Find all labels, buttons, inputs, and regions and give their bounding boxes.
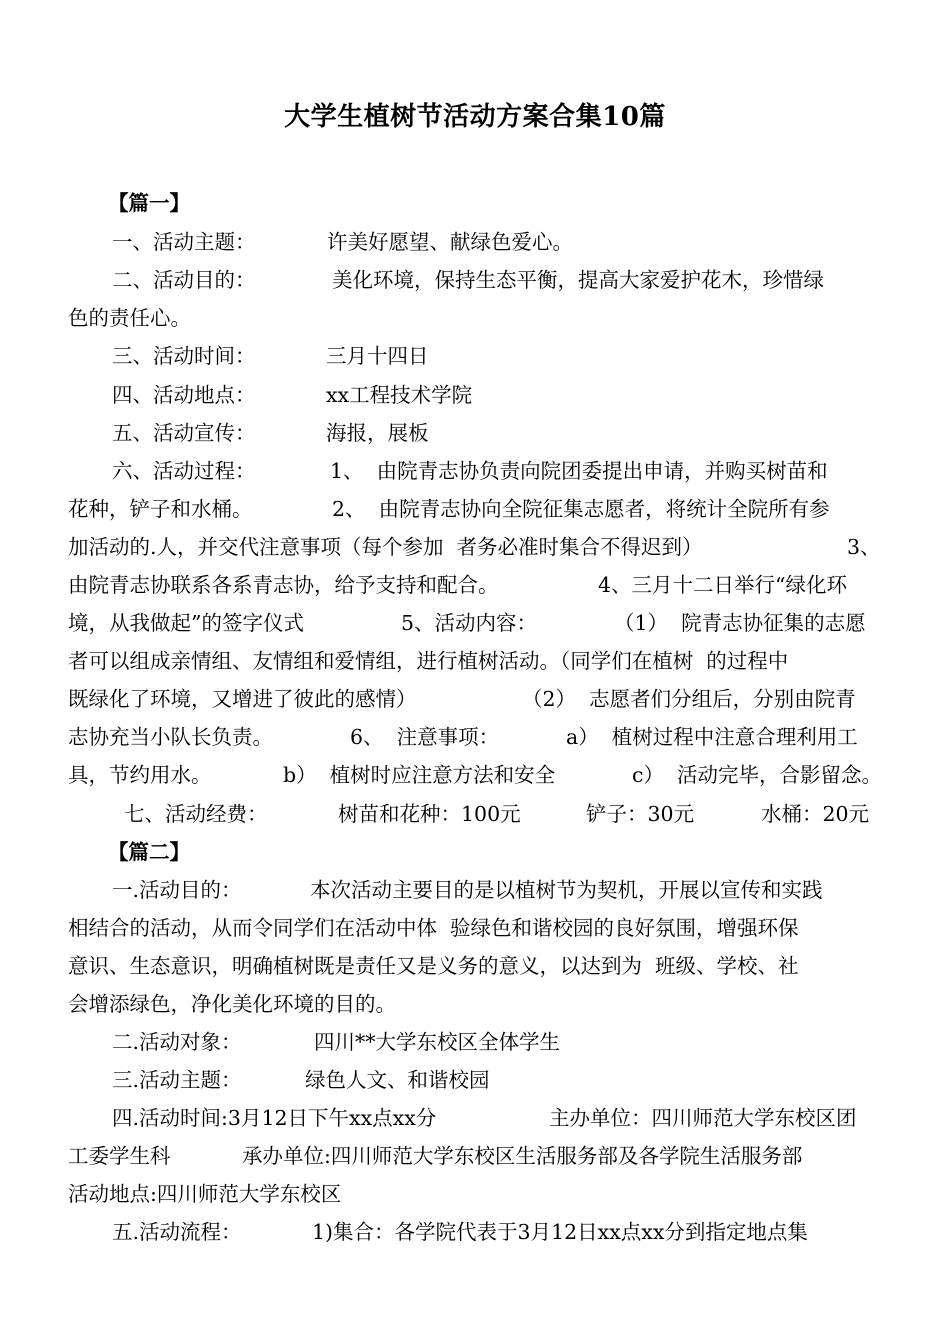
- text-line: [0, 299, 950, 337]
- section-heading: [0, 833, 950, 871]
- text-line: [0, 414, 950, 452]
- text-segment: 主办单位：四川师范大学东校区团: [549, 1106, 857, 1130]
- text-segment: 三.活动主题：: [112, 1068, 242, 1092]
- text-segment: 许美好愿望、献绿色爱心。: [327, 230, 573, 254]
- text-segment: 由院青志协联系各系青志协，给予支持和配合。: [68, 573, 499, 597]
- text-segment: 本次活动主要目的是以植树节为契机，开展以宣传和实践: [310, 878, 823, 902]
- text-line: [0, 1023, 950, 1061]
- text-segment: 三、活动时间：: [112, 344, 256, 368]
- text-segment: 4、三月十二日举行“绿化环: [598, 573, 848, 597]
- text-line: [0, 528, 950, 566]
- text-line: [0, 795, 950, 833]
- text-segment: 加活动的.人，并交代注意事项（每个参加 者务必准时集合不得迟到）: [68, 535, 703, 559]
- text-segment: b） 植树时应注意方法和安全: [283, 763, 556, 787]
- text-segment: 五、活动宣传：: [112, 421, 256, 445]
- text-segment: c） 活动完毕，合影留念。: [632, 763, 883, 787]
- text-segment: 【篇一】: [108, 191, 190, 215]
- text-line: [0, 337, 950, 375]
- text-segment: 一、活动主题：: [112, 230, 256, 254]
- text-line: [0, 1099, 950, 1137]
- text-line: [0, 452, 950, 490]
- text-line: [0, 1061, 950, 1099]
- text-line: [0, 376, 950, 414]
- text-segment: 绿色人文、和谐校园: [305, 1068, 490, 1092]
- text-segment: 5、活动内容：: [401, 611, 538, 635]
- text-line: [0, 947, 950, 985]
- text-segment: a） 植树过程中注意合理利用工: [566, 725, 858, 749]
- text-line: [0, 490, 950, 528]
- text-segment: 树苗和花种：100元: [338, 802, 521, 826]
- text-line: [0, 1213, 950, 1251]
- text-segment: （1） 院青志协征集的志愿: [614, 611, 866, 635]
- text-segment: 海报，展板: [326, 421, 429, 445]
- text-segment: 铲子：30元: [586, 802, 695, 826]
- text-segment: 美化环境，保持生态平衡，提高大家爱护花木，珍惜绿: [332, 268, 824, 292]
- document-title: 大学生植树节活动方案合集10篇: [284, 102, 666, 132]
- text-segment: 二.活动对象：: [112, 1030, 242, 1054]
- text-line: [0, 642, 950, 680]
- text-segment: 既绿化了环境，又增进了彼此的感情）: [68, 687, 417, 711]
- text-segment: 四、活动地点：: [112, 383, 256, 407]
- text-segment: 境，从我做起”的签字仪式: [68, 611, 304, 635]
- text-line: [0, 680, 950, 718]
- text-segment: 五.活动流程：: [112, 1220, 242, 1244]
- text-line: [0, 223, 950, 261]
- text-segment: 七、活动经费：: [124, 802, 268, 826]
- text-segment: 1、 由院青志协负责向院团委提出申请，并购买树苗和: [330, 459, 828, 483]
- text-segment: 二、活动目的：: [112, 268, 256, 292]
- text-segment: 6、 注意事项：: [350, 725, 500, 749]
- text-segment: 工委学生科: [68, 1144, 171, 1168]
- text-segment: xx工程技术学院: [326, 383, 473, 407]
- text-line: [0, 1175, 950, 1213]
- text-segment: 色的责任心。: [68, 306, 191, 330]
- text-segment: 相结合的活动，从而令同学们在活动中体 验绿色和谐校园的良好氛围，增强环保: [68, 916, 799, 940]
- text-line: [0, 261, 950, 299]
- text-segment: 者可以组成亲情组、友情组和爱情组，进行植树活动。（同学们在植树 的过程中: [68, 649, 789, 673]
- text-segment: 【篇二】: [108, 840, 190, 864]
- text-segment: （2） 志愿者们分组后，分别由院青: [522, 687, 856, 711]
- text-line: [0, 985, 950, 1023]
- text-line: [0, 871, 950, 909]
- text-line: [0, 604, 950, 642]
- text-segment: 1)集合：各学院代表于3月12日xx点xx分到指定地点集: [312, 1220, 808, 1244]
- text-segment: 六、活动过程：: [112, 459, 256, 483]
- text-segment: 水桶：20元: [761, 802, 870, 826]
- text-line: [0, 566, 950, 604]
- text-segment: 会增添绿色，净化美化环境的目的。: [68, 992, 396, 1016]
- text-segment: 承办单位:四川师范大学东校区生活服务部及各学院生活服务部: [242, 1144, 803, 1168]
- text-segment: 三月十四日: [326, 344, 429, 368]
- text-segment: 意识、生态意识，明确植树既是责任又是义务的意义，以达到为 班级、学校、社: [68, 954, 799, 978]
- text-segment: 一.活动目的：: [112, 878, 242, 902]
- text-segment: 四川**大学东校区全体学生: [314, 1030, 560, 1054]
- text-line: [0, 909, 950, 947]
- text-line: [0, 1137, 950, 1175]
- text-segment: 四.活动时间:3月12日下午xx点xx分: [112, 1106, 437, 1130]
- text-segment: 活动地点:四川师范大学东校区: [68, 1182, 342, 1206]
- text-segment: 3、: [847, 535, 881, 559]
- text-segment: 2、 由院青志协向全院征集志愿者，将统计全院所有参: [332, 497, 830, 521]
- text-line: [0, 756, 950, 794]
- text-line: [0, 718, 950, 756]
- section-heading: [0, 184, 950, 222]
- text-segment: 花种，铲子和水桶。: [68, 497, 253, 521]
- text-segment: 志协充当小队长负责。: [68, 725, 273, 749]
- text-segment: 具，节约用水。: [68, 763, 212, 787]
